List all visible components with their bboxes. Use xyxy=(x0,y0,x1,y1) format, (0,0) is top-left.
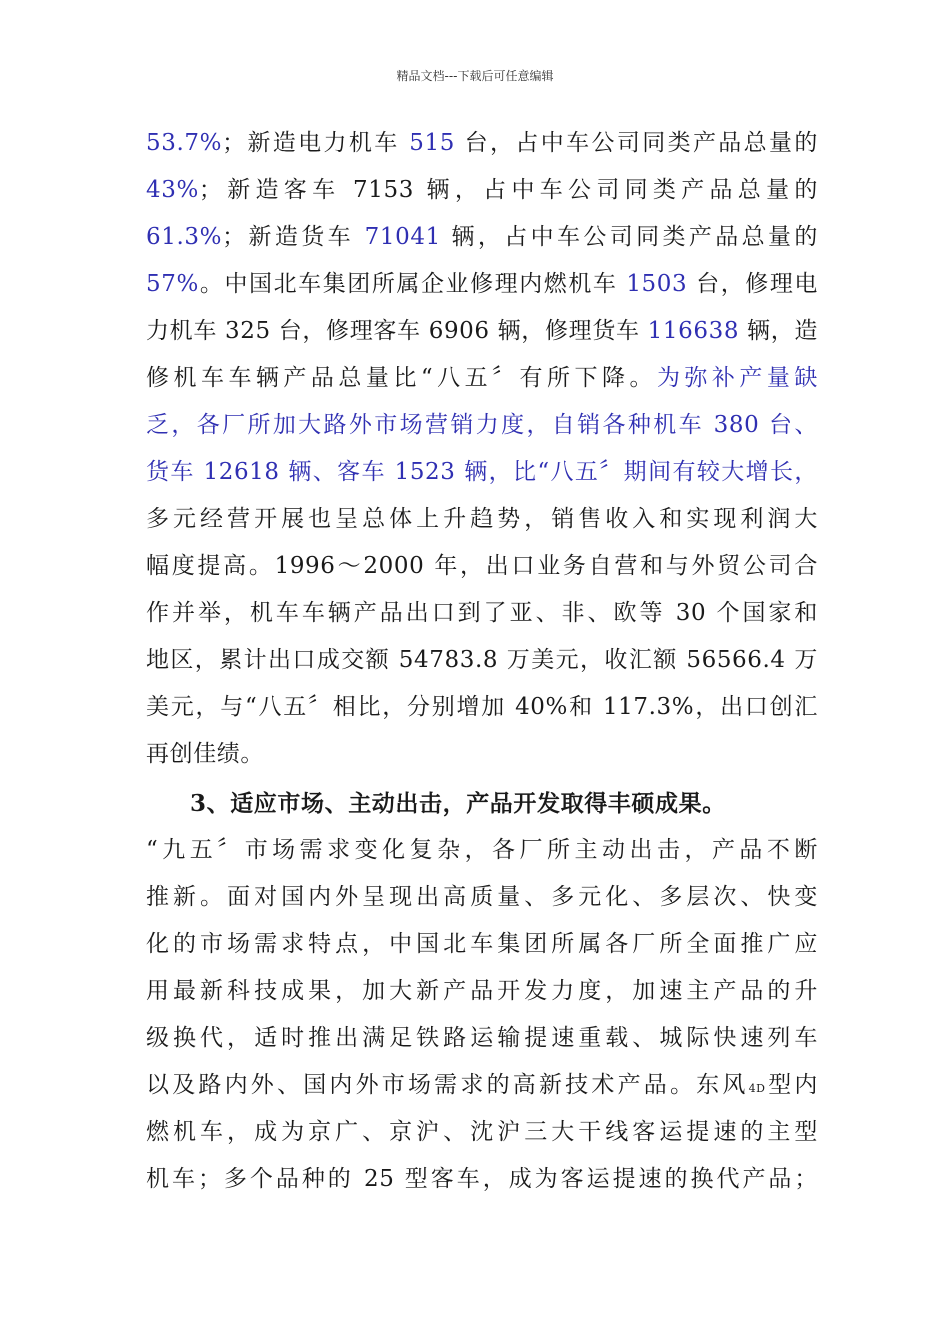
text-line xyxy=(146,308,818,355)
text-segment: 台，修理电 xyxy=(687,271,818,297)
text-segment: ；新造客车 7153 辆，占中车公司同类产品总量的 xyxy=(198,177,818,203)
text-segment: 。中国北车集团所属企业修理内燃机车 xyxy=(198,271,627,297)
text-segment: 机车；多个品种的 25 型客车，成为客运提速的换代产品； xyxy=(146,1166,818,1192)
text-segment: 辆，占中车公司同类产品总量的 xyxy=(440,224,818,250)
text-line xyxy=(146,827,818,874)
text-line xyxy=(146,261,818,308)
highlighted-text: 61.3% xyxy=(146,224,223,250)
highlighted-text: 57% xyxy=(146,271,199,297)
text-segment: 以及路内外、国内外市场需求的高新技术产品。东风 xyxy=(146,1072,749,1098)
text-segment: 再创佳绩。 xyxy=(146,741,264,767)
page-header: 精品文档---下载后可任意编辑 xyxy=(396,69,554,83)
text-line xyxy=(146,921,818,968)
text-segment: 用最新科技成果，加大新产品开发力度，加速主产品的升 xyxy=(146,978,818,1004)
text-segment: 型内 xyxy=(765,1072,818,1098)
text-segment: 台，占中车公司同类产品总量的 xyxy=(455,130,818,156)
highlighted-text: 为弥补产量缺 xyxy=(656,365,818,391)
text-segment: 辆，造 xyxy=(739,318,818,344)
highlighted-text: 53.7% xyxy=(146,130,223,156)
section-heading xyxy=(146,780,818,827)
text-segment: 4D xyxy=(748,1082,766,1095)
text-segment: 修机车车辆产品总量比“八五〞有所下降。 xyxy=(146,365,657,391)
highlighted-text: 71041 xyxy=(364,224,441,250)
text-segment: 级换代，适时推出满足铁路运输提速重载、城际快速列车 xyxy=(146,1025,818,1051)
text-segment: 地区，累计出口成交额 54783.8 万美元，收汇额 56566.4 万 xyxy=(146,647,818,673)
text-line xyxy=(146,1015,818,1062)
text-segment: 多元经营开展也呈总体上升趋势，销售收入和实现利润大 xyxy=(146,506,818,532)
highlighted-text: 43% xyxy=(146,177,199,203)
highlighted-text: 1503 xyxy=(626,271,688,297)
text-line xyxy=(146,543,818,590)
text-line xyxy=(146,355,818,402)
text-segment: ；新造货车 xyxy=(222,224,365,250)
highlighted-text: 515 xyxy=(409,130,455,156)
text-line xyxy=(146,1109,818,1156)
text-segment: ；新造电力机车 xyxy=(222,130,410,156)
text-segment: 燃机车，成为京广、京沪、沈沪三大干线客运提速的主型 xyxy=(146,1119,818,1145)
text-line xyxy=(146,684,818,731)
text-line xyxy=(146,402,818,449)
text-segment: 化的市场需求特点，中国北车集团所属各厂所全面推广应 xyxy=(146,931,818,957)
text-segment: 3、适应市场、主动出击，产品开发取得丰硕成果。 xyxy=(190,790,726,817)
text-segment: 作并举，机车车辆产品出口到了亚、非、欧等 30 个国家和 xyxy=(146,600,818,626)
highlighted-text: 乏，各厂所加大路外市场营销力度，自销各种机车 380 台、 xyxy=(146,412,818,438)
text-line xyxy=(146,874,818,921)
text-segment: 美元，与“八五〞相比，分别增加 40%和 117.3%，出口创汇 xyxy=(146,694,818,720)
text-line xyxy=(146,590,818,637)
text-segment: 幅度提高。1996～2000 年，出口业务自营和与外贸公司合 xyxy=(146,553,818,579)
document-body xyxy=(146,120,818,1203)
text-segment: 推新。面对国内外呈现出高质量、多元化、多层次、快变 xyxy=(146,884,818,910)
text-line xyxy=(146,637,818,684)
highlighted-text: 货车 12618 辆、客车 1523 辆，比“八五〞期间有较大增长， xyxy=(146,459,818,485)
text-segment: “九五〞市场需求变化复杂，各厂所主动出击，产品不断 xyxy=(146,837,818,863)
text-line xyxy=(146,214,818,261)
text-line xyxy=(146,1156,818,1203)
highlighted-text: 116638 xyxy=(647,318,740,344)
text-line xyxy=(146,968,818,1015)
text-line xyxy=(146,167,818,214)
text-line xyxy=(146,1062,818,1109)
text-line xyxy=(146,496,818,543)
text-line xyxy=(146,120,818,167)
text-segment: 力机车 325 台，修理客车 6906 辆，修理货车 xyxy=(146,318,648,344)
text-line xyxy=(146,449,818,496)
text-line xyxy=(146,731,818,778)
